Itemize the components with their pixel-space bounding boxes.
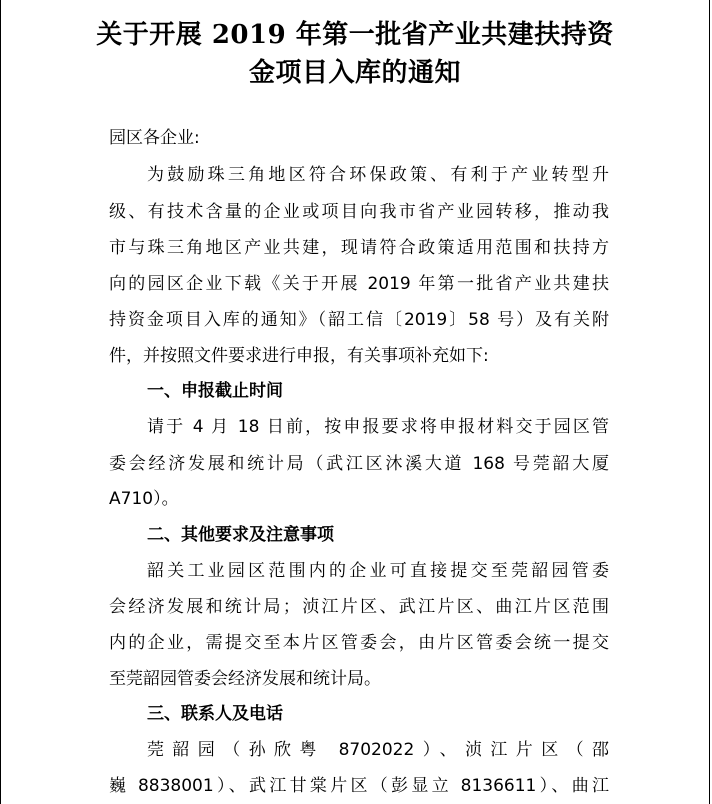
section1-line-2: 委会经济发展和统计局（武江区沐溪大道 168 号莞韶大厦 <box>109 454 609 474</box>
intro-line-2: 级、有技术含量的企业或项目向我市省产业园转移，推动我 <box>109 202 609 222</box>
section-heading-contacts: 三、联系人及电话 <box>147 704 283 724</box>
section2-line-4: 至莞韶园管委会经济发展和统计局。 <box>109 669 381 689</box>
document-title-line-2: 金项目入库的通知 <box>248 58 461 88</box>
section3-line-1: 莞韶园（孙欣粤 8702022）、浈江片区（邵 <box>147 740 609 760</box>
salutation: 园区各企业: <box>109 128 200 148</box>
section2-line-2: 会经济发展和统计局；浈江片区、武江片区、曲江片区范围 <box>109 597 609 617</box>
section2-line-3: 内的企业，需提交至本片区管委会，由片区管委会统一提交 <box>109 633 609 653</box>
section-heading-deadline: 一、申报截止时间 <box>147 381 283 401</box>
intro-line-6: 件，并按照文件要求进行申报，有关事项补充如下: <box>109 346 489 366</box>
intro-line-5: 持资金项目入库的通知》（韶工信〔2019〕58 号）及有关附 <box>109 310 609 330</box>
section3-line-2: 巍 8838001）、武江甘棠片区（彭显立 8136611）、曲江 <box>109 776 609 796</box>
section1-line-1: 请于 4 月 18 日前，按申报要求将申报材料交于园区管 <box>147 417 609 437</box>
section-heading-requirements: 二、其他要求及注意事项 <box>147 525 334 545</box>
document-title-line-1: 关于开展 2019 年第一批省产业共建扶持资 <box>96 20 614 50</box>
intro-line-4: 向的园区企业下载《关于开展 2019 年第一批省产业共建扶 <box>109 274 609 294</box>
section1-line-3: A710）。 <box>109 489 179 509</box>
section2-line-1: 韶关工业园区范围内的企业可直接提交至莞韶园管委 <box>147 561 609 581</box>
intro-line-1: 为鼓励珠三角地区符合环保政策、有利于产业转型升 <box>147 165 609 185</box>
intro-line-3: 市与珠三角地区产业共建，现请符合政策适用范围和扶持方 <box>109 238 609 258</box>
